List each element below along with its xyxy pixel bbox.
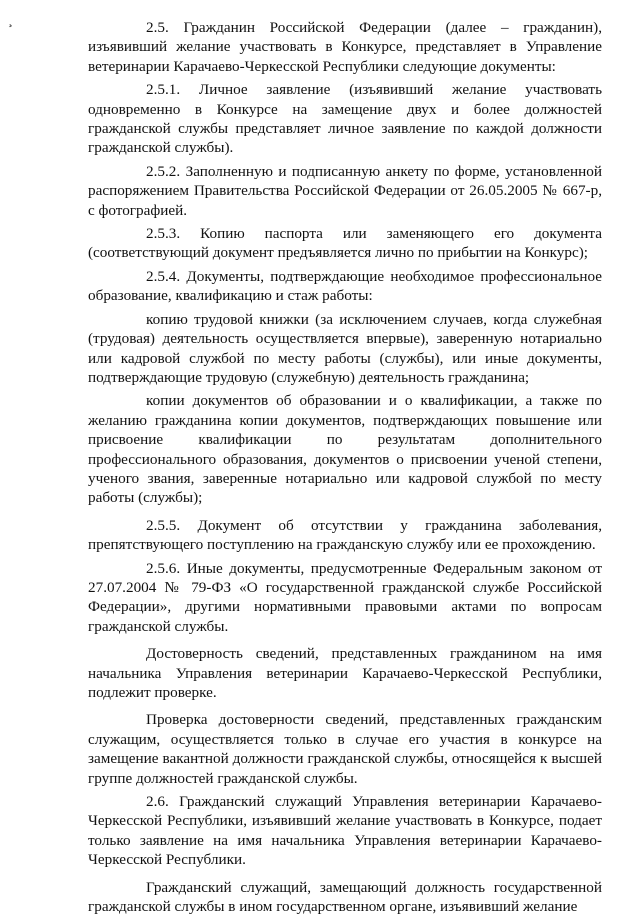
paragraph-2-5-4: 2.5.4. Документы, подтверждающие необходимое профессиональное образование, квалификацию и стаж работы: bbox=[88, 267, 602, 305]
paragraph-verification: Достоверность сведений, представленных гражданином на имя начальника Управления ветеринарии Карачаево-Черкесской Республики, подлежит проверке. bbox=[88, 645, 602, 701]
paragraph-work-book-copy: копию трудовой книжки (за исключением случаев, когда служебная (трудовая) деятельность осуществляется впервые), заверенную нотариально или кадровой службой по месту работы (службы), или иные документы, подтверждающие трудовую (служебную) деятельность гражданина; bbox=[88, 310, 602, 386]
paragraph-2-5: 2.5. Гражданин Российской Федерации (далее – гражданин), изъявивший желание участвовать в Конкурсе, представляет в Управление ветеринарии Карачаево-Черкесской Республики следующие документы: bbox=[88, 19, 602, 75]
paragraph-2-5-6: 2.5.6. Иные документы, предусмотренные Федеральным законом от 27.07.2004 № 79-ФЗ «О государственной гражданской службе Российской Федерации», другими нормативными правовыми актами по вопросам гражданской службы. bbox=[88, 559, 602, 635]
margin-mark: ¸ bbox=[8, 13, 13, 28]
paragraph-2-6: 2.6. Гражданский служащий Управления ветеринарии Карачаево-Черкесской Республики, изъявивший желание участвовать в Конкурсе, подает только заявление на имя начальника Управления ветеринарии Карачаево-Черкесской Республики. bbox=[88, 793, 602, 869]
paragraph-education-copies: копии документов об образовании и о квалификации, а также по желанию гражданина копии документов, подтверждающих повышение или присвоение квалификации по результатам дополнительного профессионального образования, документов о присвоении ученой степени, ученого звания, заверенные нотариально или кадровой службой по месту работы (службы); bbox=[88, 392, 602, 507]
paragraph-2-5-2: 2.5.2. Заполненную и подписанную анкету по форме, установленной распоряжением Правительства Российской Федерации от 26.05.2005 № 667-р, с фотографией. bbox=[88, 162, 602, 219]
paragraph-2-5-1: 2.5.1. Личное заявление (изъявивший желание участвовать одновременно в Конкурсе на замещение двух и более должностей гражданской службы представляет личное заявление по каждой должности гражданской службы). bbox=[88, 81, 602, 157]
paragraph-2-5-5: 2.5.5. Документ об отсутствии у гражданина заболевания, препятствующего поступлению на гражданскую службу или ее прохождению. bbox=[88, 516, 602, 554]
document-body bbox=[88, 18, 602, 916]
paragraph-verification-civil-servant: Проверка достоверности сведений, представленных гражданским служащим, осуществляется только в случае его участия в конкурсе на замещение вакантной должности гражданской службы, относящейся к высшей группе должностей гражданской службы. bbox=[88, 711, 602, 787]
paragraph-2-5-3: 2.5.3. Копию паспорта или заменяющего его документа (соответствующий документ предъявляется лично по прибытии на Конкурс); bbox=[88, 225, 602, 262]
paragraph-other-agency-servant: Гражданский служащий, замещающий должность государственной гражданской службы в ином государственном органе, изъявивший желание bbox=[88, 878, 602, 916]
